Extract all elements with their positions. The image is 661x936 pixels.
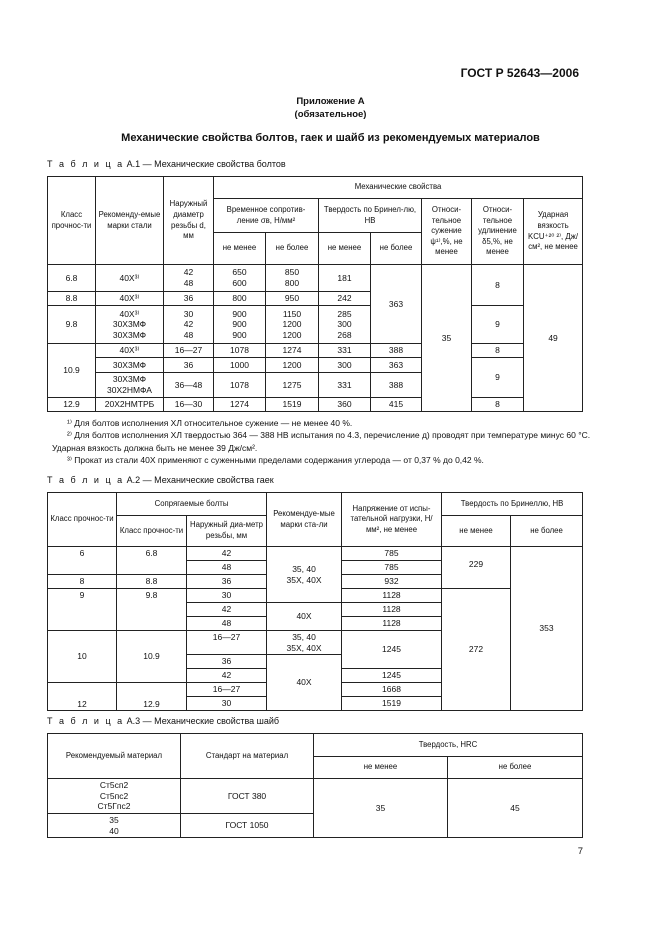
hdr-hb-max: не более	[511, 516, 583, 547]
cell: 181	[319, 265, 371, 292]
hdr-standard: Стандарт на материал	[181, 734, 314, 779]
table1-notes	[52, 417, 592, 466]
cell: 1150 1200 1200	[266, 306, 319, 344]
cell: 1078	[214, 344, 266, 358]
document-code: ГОСТ Р 52643—2006	[460, 66, 579, 80]
cell: Ст5сп2 Ст5пс2 Ст5Гпс2	[48, 779, 181, 814]
table3-caption	[47, 716, 279, 726]
cell: 42	[187, 669, 267, 683]
cell: 8	[472, 398, 524, 412]
hdr-material: Рекомендуемый материал	[48, 734, 181, 779]
cell: 36—48	[164, 373, 214, 398]
hdr-stress: Напряжение от испы-тательной нагрузки, Н/мм², не менее	[342, 493, 442, 547]
table-row	[48, 265, 583, 292]
cell: 9.8	[117, 589, 187, 631]
cell: 45	[448, 779, 583, 838]
cell: 16—30	[164, 398, 214, 412]
table3-caption-text: А.3 — Механические свойства шайб	[126, 716, 280, 726]
note-1: ¹⁾ Для болтов исполнения ХЛ относительное сужение — не менее 40 %.	[67, 418, 353, 428]
cell: 35, 40 35Х, 40Х	[267, 631, 342, 655]
cell: 353	[511, 547, 583, 711]
table2-caption-text: А.2 — Механические свойства гаек	[126, 475, 274, 485]
cell: 1128	[342, 589, 442, 603]
hdr-t-min: не менее	[214, 233, 266, 265]
cell: 9	[472, 306, 524, 344]
cell: 16—27	[164, 344, 214, 358]
cell: 1128	[342, 617, 442, 631]
cell: 1128	[342, 603, 442, 617]
hdr-brinell: Твердость по Бринеллю, НВ	[442, 493, 583, 516]
hdr-impact: Ударная вязкость KCU⁺²⁰ ²⁾, Дж/см², не менее	[524, 199, 583, 265]
table2-caption-prefix: Т а б л и ц а	[47, 475, 125, 485]
cell: 42	[187, 603, 267, 617]
cell: 850 800	[266, 265, 319, 292]
cell: 388	[371, 373, 422, 398]
note-2: ²⁾ Для болтов исполнения ХЛ твердостью 364 — 388 НВ испытания по 4.3, перечисление д) проводят при температуре минус 60 °С. Ударная вязкость должна быть не менее 39 Дж/см².	[52, 430, 591, 453]
cell: 900 900 900	[214, 306, 266, 344]
cell: 30 42 48	[164, 306, 214, 344]
cell: 8.8	[117, 575, 187, 589]
cell: 1245	[342, 669, 442, 683]
cell: 8.8	[48, 292, 96, 306]
hdr-contraction: Относи-тельное сужение ψ¹⁾,%, не менее	[422, 199, 472, 265]
cell: 650 600	[214, 265, 266, 292]
cell: 9.8	[48, 306, 96, 344]
cell: 30Х3МФ	[96, 358, 164, 373]
cell: 6.8	[117, 547, 187, 575]
cell: 12.9	[117, 683, 187, 711]
cell: 1519	[342, 697, 442, 711]
cell: 8	[48, 575, 117, 589]
hdr-class: Класс прочнос-ти	[48, 177, 96, 265]
cell: 785	[342, 561, 442, 575]
cell: 36	[164, 358, 214, 373]
cell: 388	[371, 344, 422, 358]
cell: ГОСТ 380	[181, 779, 314, 814]
cell: 48	[187, 617, 267, 631]
cell: 40Х³⁾ 30Х3МФ 30Х3МФ	[96, 306, 164, 344]
page-number: 7	[577, 846, 583, 857]
cell: 331	[319, 373, 371, 398]
cell: 35	[422, 265, 472, 412]
cell: 40Х	[267, 655, 342, 711]
cell: 9	[48, 589, 117, 631]
cell: 360	[319, 398, 371, 412]
cell: 932	[342, 575, 442, 589]
table-row	[48, 306, 583, 344]
cell: 40Х³⁾	[96, 344, 164, 358]
hdr-hb-max: не более	[371, 233, 422, 265]
table-row	[48, 398, 583, 412]
cell: 12.9	[48, 398, 96, 412]
cell: 1519	[266, 398, 319, 412]
cell: 10.9	[48, 344, 96, 398]
cell: 8	[472, 265, 524, 306]
cell: 300	[319, 358, 371, 373]
hdr-elongation: Относи-тельное удлинение δ5,%, не менее	[472, 199, 524, 265]
cell: 229	[442, 547, 511, 589]
cell: 10	[48, 631, 117, 683]
cell: 35, 40 35Х, 40Х	[267, 547, 342, 603]
hdr-nut-class: Класс прочнос-ти	[48, 493, 117, 547]
hdr-t-max: не более	[266, 233, 319, 265]
appendix-label: Приложение А	[296, 96, 365, 107]
cell: 48	[187, 561, 267, 575]
cell: 10.9	[117, 631, 187, 683]
cell: 1078	[214, 373, 266, 398]
cell: 1274	[214, 398, 266, 412]
cell: 6	[48, 547, 117, 575]
cell: 40Х³⁾	[96, 265, 164, 292]
table-washers	[47, 733, 583, 838]
cell: 6.8	[48, 265, 96, 292]
cell: 30	[187, 697, 267, 711]
cell: 415	[371, 398, 422, 412]
cell: 40Х³⁾	[96, 292, 164, 306]
main-title: Механические свойства болтов, гаек и шайб из рекомендуемых материалов	[121, 132, 540, 144]
note-3: ³⁾ Прокат из стали 40Х применяют с суженными пределами содержания углерода — от 0,37 % до 0,42 %.	[67, 454, 484, 465]
table-row	[48, 779, 583, 814]
cell: 242	[319, 292, 371, 306]
cell: 1668	[342, 683, 442, 697]
table-row	[48, 358, 583, 373]
cell: 331	[319, 344, 371, 358]
hdr-hardness: Твердость, HRC	[314, 734, 583, 757]
cell: 30Х3МФ 30Х2НМФА	[96, 373, 164, 398]
hdr-mech: Механические свойства	[214, 177, 583, 199]
hdr-diameter: Наружный диаметр резьбы d, мм	[164, 177, 214, 265]
table1-caption-prefix: Т а б л и ц а	[47, 159, 125, 169]
cell: ГОСТ 1050	[181, 814, 314, 838]
hdr-hb-min: не менее	[442, 516, 511, 547]
cell: 49	[524, 265, 583, 412]
table1-caption	[47, 159, 286, 169]
table2-caption	[47, 475, 274, 485]
cell: 42	[187, 547, 267, 561]
hdr-hrc-min: не менее	[314, 757, 448, 779]
cell: 16—27	[187, 631, 267, 655]
cell: 1200	[266, 358, 319, 373]
table-bolts	[47, 176, 583, 412]
hdr-bolts: Сопрягаемые болты	[117, 493, 267, 516]
cell: 16—27	[187, 683, 267, 697]
cell: 9	[472, 358, 524, 398]
cell: 272	[442, 589, 511, 711]
table-nuts	[47, 492, 583, 711]
cell: 800	[214, 292, 266, 306]
cell: 36	[164, 292, 214, 306]
cell: 30	[187, 589, 267, 603]
cell: 363	[371, 265, 422, 344]
table-row	[48, 344, 583, 358]
hdr-grade: Рекоменду-емые марки стали	[96, 177, 164, 265]
cell: 12	[48, 683, 117, 711]
appendix-status: (обязательное)	[294, 109, 367, 120]
cell: 42 48	[164, 265, 214, 292]
table-row	[48, 547, 583, 561]
cell: 35 40	[48, 814, 181, 838]
cell: 1274	[266, 344, 319, 358]
hdr-brinell: Твердость по Бринел-лю, НВ	[319, 199, 422, 233]
cell: 8	[472, 344, 524, 358]
cell: 785	[342, 547, 442, 561]
cell: 40Х	[267, 603, 342, 631]
hdr-tensile: Временное сопротив-ление σв, Н/мм²	[214, 199, 319, 233]
cell: 950	[266, 292, 319, 306]
table3-caption-prefix: Т а б л и ц а	[47, 716, 125, 726]
cell: 36	[187, 655, 267, 669]
hdr-hb-min: не менее	[319, 233, 371, 265]
cell: 1000	[214, 358, 266, 373]
cell: 36	[187, 575, 267, 589]
cell: 363	[371, 358, 422, 373]
hdr-bolt-class: Класс прочнос-ти	[117, 516, 187, 547]
cell: 20Х2НМТРБ	[96, 398, 164, 412]
table1-caption-text: А.1 — Механические свойства болтов	[126, 159, 286, 169]
hdr-grade: Рекомендуе-мые марки ста-ли	[267, 493, 342, 547]
cell: 1275	[266, 373, 319, 398]
cell: 35	[314, 779, 448, 838]
hdr-hrc-max: не более	[448, 757, 583, 779]
cell: 1245	[342, 631, 442, 669]
cell: 285 300 268	[319, 306, 371, 344]
hdr-bolt-d: Наружный диа-метр резьбы, мм	[187, 516, 267, 547]
